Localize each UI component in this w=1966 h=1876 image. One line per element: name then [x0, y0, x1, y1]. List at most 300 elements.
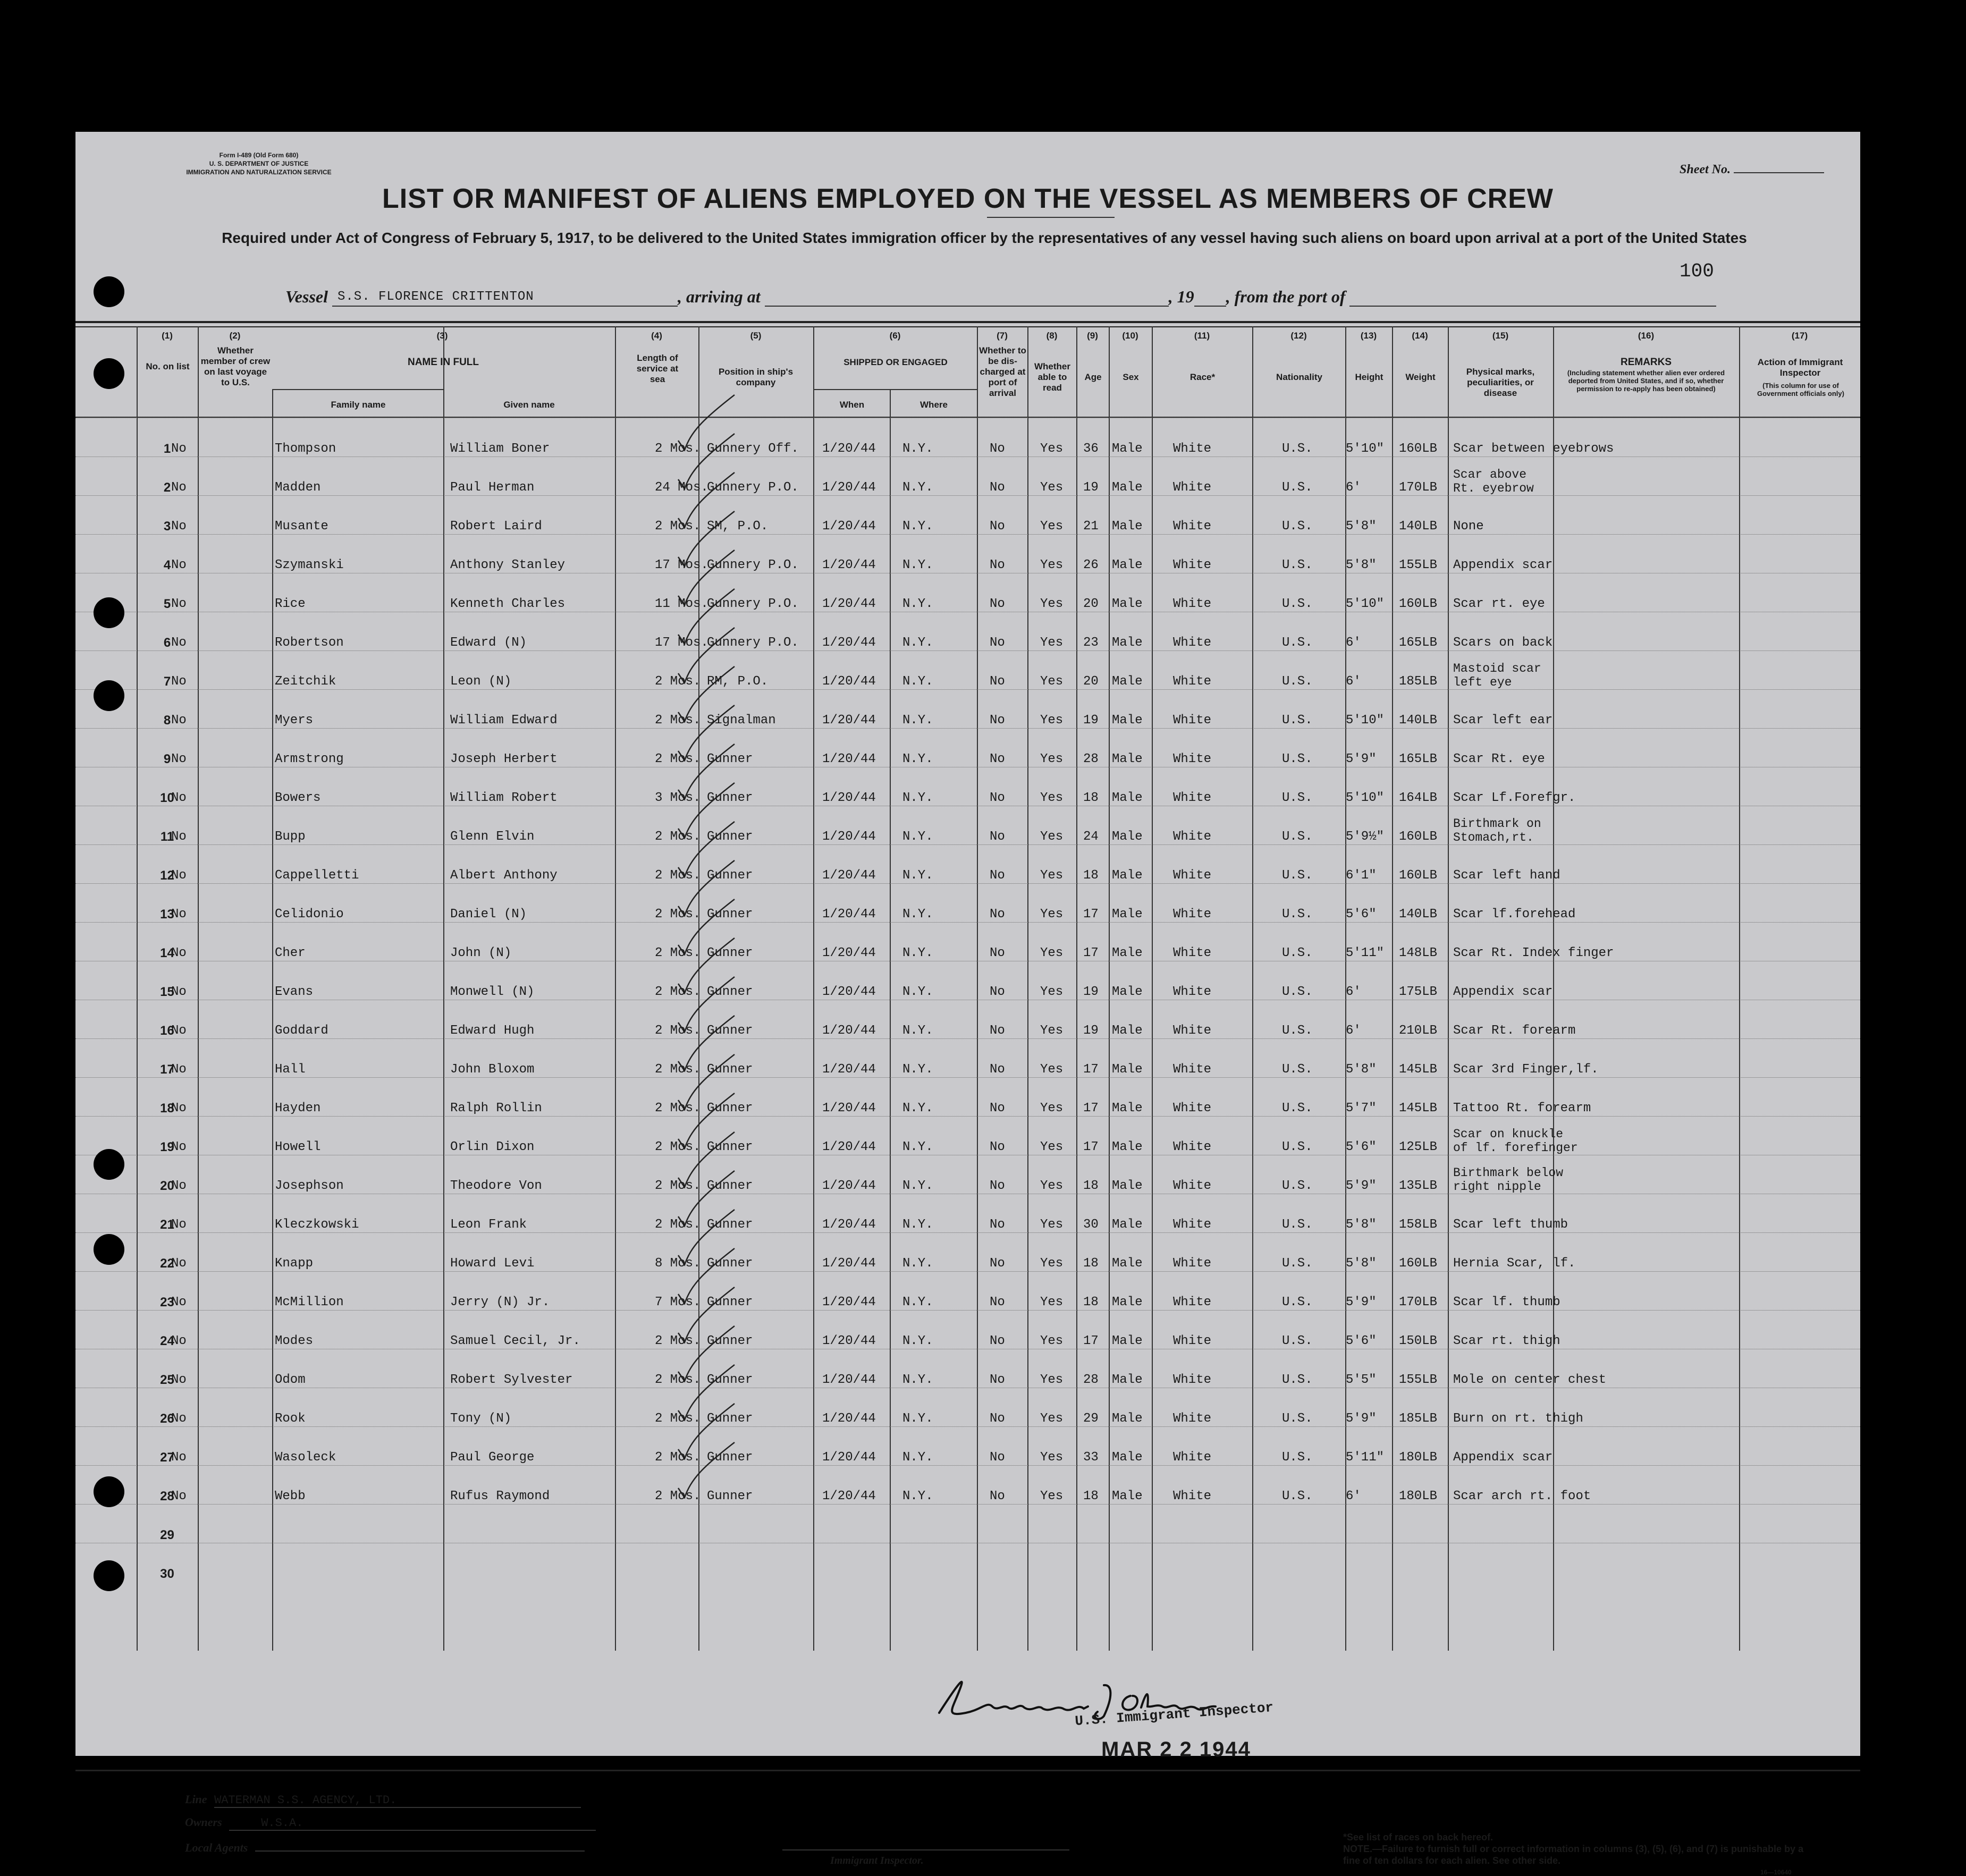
row-weight: 170LB [1399, 1295, 1438, 1309]
from-port-blank [1349, 290, 1716, 307]
row-weight: 158LB [1399, 1218, 1438, 1232]
row-last-voyage: No [171, 907, 187, 922]
row-last-voyage: No [171, 1412, 187, 1426]
row-physical-marks: None [1453, 519, 1484, 534]
row-height: 5'7" [1346, 1101, 1377, 1116]
row-height: 5'8" [1346, 1218, 1377, 1232]
signature-title: U.S. Immigrant Inspector [1074, 1699, 1275, 1730]
row-able-to-read: Yes [1040, 713, 1064, 728]
row-last-voyage: No [171, 946, 187, 960]
row-sex: Male [1112, 442, 1143, 456]
row-race: White [1173, 1062, 1212, 1077]
row-weight: 164LB [1399, 791, 1438, 805]
row-service-length: 2 Mos. [655, 1373, 701, 1387]
row-physical-marks: Scar 3rd Finger,lf. [1453, 1062, 1599, 1077]
vessel-line [285, 287, 1716, 307]
col-10-header: Sex [1123, 372, 1139, 382]
row-sex: Male [1112, 1218, 1143, 1232]
row-race: White [1173, 713, 1212, 728]
row-position: Gunnery P.O. [707, 636, 799, 650]
row-height: 5'8" [1346, 558, 1377, 572]
row-service-length: 2 Mos. [655, 519, 701, 534]
table-row [75, 1426, 1860, 1466]
row-shipped-when: 1/20/44 [822, 1218, 876, 1232]
row-sex: Male [1112, 946, 1143, 960]
page-title: LIST OR MANIFEST OF ALIENS EMPLOYED ON THE VESSEL AS MEMBERS OF CREW [382, 183, 1554, 214]
row-discharged: No [990, 752, 1005, 766]
row-discharged: No [990, 1179, 1005, 1193]
row-nationality: U.S. [1282, 791, 1313, 805]
row-height: 5'10" [1346, 791, 1385, 805]
row-number: 12 [160, 868, 174, 883]
col-1-number: (1) [162, 331, 173, 341]
row-service-length: 17 Mos. [655, 636, 708, 650]
row-able-to-read: Yes [1040, 791, 1064, 805]
row-shipped-where: N.Y. [902, 713, 933, 728]
row-given-name: Kenneth Charles [450, 597, 566, 611]
row-height: 5'9" [1346, 752, 1377, 766]
table-row [75, 689, 1860, 729]
row-last-voyage: No [171, 1373, 187, 1387]
row-height: 5'9½" [1346, 830, 1385, 844]
row-age: 28 [1083, 752, 1099, 766]
row-family-name: Cher [275, 946, 306, 960]
sheet-number-blank [1734, 163, 1824, 173]
row-given-name: Ralph Rollin [450, 1101, 542, 1116]
row-nationality: U.S. [1282, 1450, 1313, 1465]
row-service-length: 2 Mos. [655, 907, 701, 922]
row-race: White [1173, 1450, 1212, 1465]
row-shipped-when: 1/20/44 [822, 1334, 876, 1348]
given-name-header: Given name [503, 400, 555, 410]
row-family-name: Rook [275, 1412, 306, 1426]
col-12-number: (12) [1290, 331, 1307, 341]
service-name: IMMIGRATION AND NATURALIZATION SERVICE [186, 168, 332, 176]
col-14-number: (14) [1412, 331, 1428, 341]
row-family-name: Evans [275, 985, 314, 999]
row-physical-marks: Scar arch rt. foot [1453, 1489, 1591, 1503]
row-shipped-where: N.Y. [902, 1412, 933, 1426]
row-nationality: U.S. [1282, 1489, 1313, 1503]
row-race: White [1173, 1218, 1212, 1232]
row-given-name: William Edward [450, 713, 558, 728]
row-given-name: Albert Anthony [450, 868, 558, 883]
row-race: White [1173, 1334, 1212, 1348]
arriving-port-blank [765, 290, 1169, 307]
row-family-name: Modes [275, 1334, 314, 1348]
row-service-length: 2 Mos. [655, 1412, 701, 1426]
row-discharged: No [990, 1373, 1005, 1387]
row-position: Gunner [707, 1218, 753, 1232]
row-height: 6' [1346, 1024, 1361, 1038]
table-row [75, 1155, 1860, 1194]
row-shipped-when: 1/20/44 [822, 519, 876, 534]
table-row [75, 1194, 1860, 1233]
row-sex: Male [1112, 1295, 1143, 1309]
row-shipped-where: N.Y. [902, 907, 933, 922]
row-last-voyage: No [171, 1489, 187, 1503]
row-discharged: No [990, 985, 1005, 999]
row-shipped-where: N.Y. [902, 1101, 933, 1116]
row-height: 5'10" [1346, 597, 1385, 611]
row-given-name: Glenn Elvin [450, 830, 535, 844]
row-shipped-where: N.Y. [902, 558, 933, 572]
table-row [75, 534, 1860, 573]
row-sex: Male [1112, 597, 1143, 611]
row-given-name: Jerry (N) Jr. [450, 1295, 550, 1309]
row-given-name: William Robert [450, 791, 558, 805]
table-row [75, 1349, 1860, 1388]
row-discharged: No [990, 946, 1005, 960]
row-position: Gunner [707, 1062, 753, 1077]
row-able-to-read: Yes [1040, 1062, 1064, 1077]
row-number: 4 [163, 558, 171, 572]
agents-value [255, 1839, 585, 1852]
row-weight: 160LB [1399, 597, 1438, 611]
row-shipped-where: N.Y. [902, 1179, 933, 1193]
row-family-name: Szymanski [275, 558, 344, 572]
row-number: 7 [163, 674, 171, 689]
table-row [75, 767, 1860, 806]
row-weight: 165LB [1399, 636, 1438, 650]
row-discharged: No [990, 1412, 1005, 1426]
row-sex: Male [1112, 907, 1143, 922]
table-row [75, 922, 1860, 961]
col-15-header: Physical marks, peculiarities, or disease [1466, 367, 1535, 398]
row-race: White [1173, 791, 1212, 805]
col-5-header: Position in ship's company [718, 367, 794, 387]
row-position: Gunnery P.O. [707, 480, 799, 495]
col-9-number: (9) [1087, 331, 1098, 341]
col-4-header: Length of service at sea [636, 353, 679, 384]
row-age: 33 [1083, 1450, 1099, 1465]
row-nationality: U.S. [1282, 946, 1313, 960]
row-weight: 160LB [1399, 830, 1438, 844]
row-height: 5'9" [1346, 1179, 1377, 1193]
row-number: 9 [163, 752, 171, 766]
row-position: Gunner [707, 1412, 753, 1426]
row-weight: 135LB [1399, 1179, 1438, 1193]
row-last-voyage: No [171, 1140, 187, 1154]
row-sex: Male [1112, 558, 1143, 572]
row-discharged: No [990, 1062, 1005, 1077]
row-height: 5'6" [1346, 1334, 1377, 1348]
row-given-name: Daniel (N) [450, 907, 527, 922]
row-age: 17 [1083, 946, 1099, 960]
row-given-name: Paul George [450, 1450, 535, 1465]
row-discharged: No [990, 519, 1005, 534]
row-age: 19 [1083, 985, 1099, 999]
row-race: White [1173, 1373, 1212, 1387]
row-able-to-read: Yes [1040, 1489, 1064, 1503]
row-family-name: Wasoleck [275, 1450, 336, 1465]
row-age: 21 [1083, 519, 1099, 534]
row-service-length: 2 Mos. [655, 1062, 701, 1077]
row-shipped-where: N.Y. [902, 1140, 933, 1154]
row-age: 20 [1083, 597, 1099, 611]
row-sex: Male [1112, 1101, 1143, 1116]
crew-table [75, 326, 1860, 1651]
row-race: White [1173, 674, 1212, 689]
owners-label: Owners [185, 1815, 222, 1829]
row-physical-marks: Scars on back [1453, 636, 1553, 650]
row-service-length: 2 Mos. [655, 1140, 701, 1154]
row-number: 8 [163, 713, 171, 728]
row-weight: 150LB [1399, 1334, 1438, 1348]
row-physical-marks: Scar lf.forehead [1453, 907, 1576, 922]
name-subheader-rule [272, 389, 443, 390]
row-number: 28 [160, 1489, 174, 1503]
row-number: 26 [160, 1412, 174, 1426]
row-race: White [1173, 519, 1212, 534]
row-last-voyage: No [171, 1024, 187, 1038]
row-number: 29 [160, 1528, 174, 1542]
row-number: 22 [160, 1256, 174, 1271]
row-race: White [1173, 1101, 1212, 1116]
row-shipped-when: 1/20/44 [822, 1450, 876, 1465]
title-underline [987, 217, 1115, 218]
row-able-to-read: Yes [1040, 830, 1064, 844]
row-discharged: No [990, 1140, 1005, 1154]
vessel-name: S.S. FLORENCE CRITTENTON [332, 290, 678, 307]
row-position: Gunner [707, 1101, 753, 1116]
agents-field [185, 1839, 585, 1855]
row-service-length: 2 Mos. [655, 1101, 701, 1116]
row-service-length: 2 Mos. [655, 1024, 701, 1038]
row-weight: 145LB [1399, 1101, 1438, 1116]
row-service-length: 3 Mos. [655, 791, 701, 805]
table-row [75, 573, 1860, 612]
row-nationality: U.S. [1282, 985, 1313, 999]
row-last-voyage: No [171, 1295, 187, 1309]
row-age: 17 [1083, 907, 1099, 922]
col-3-number: (3) [436, 331, 448, 341]
row-shipped-when: 1/20/44 [822, 1140, 876, 1154]
row-nationality: U.S. [1282, 713, 1313, 728]
shipped-subheader-rule [813, 389, 977, 390]
row-height: 5'8" [1346, 1256, 1377, 1271]
table-row [75, 1543, 1860, 1582]
owners-field [185, 1815, 596, 1831]
row-race: White [1173, 830, 1212, 844]
row-age: 29 [1083, 1412, 1099, 1426]
table-row [75, 1116, 1860, 1155]
row-physical-marks: Hernia Scar, lf. [1453, 1256, 1576, 1271]
row-last-voyage: No [171, 674, 187, 689]
row-sex: Male [1112, 713, 1143, 728]
row-discharged: No [990, 713, 1005, 728]
row-physical-marks: Scar rt. thigh [1453, 1334, 1560, 1348]
row-number: 24 [160, 1334, 174, 1348]
col-7-number: (7) [997, 331, 1008, 341]
table-row [75, 1504, 1860, 1543]
row-number: 1 [163, 442, 171, 456]
row-able-to-read: Yes [1040, 1450, 1064, 1465]
row-height: 6' [1346, 985, 1361, 999]
row-family-name: Kleczkowski [275, 1218, 359, 1232]
row-nationality: U.S. [1282, 1101, 1313, 1116]
row-family-name: Bupp [275, 830, 306, 844]
col-2-number: (2) [229, 331, 241, 341]
row-height: 6' [1346, 1489, 1361, 1503]
row-shipped-where: N.Y. [902, 791, 933, 805]
row-position: Gunner [707, 1450, 753, 1465]
row-weight: 140LB [1399, 907, 1438, 922]
row-discharged: No [990, 1218, 1005, 1232]
row-discharged: No [990, 442, 1005, 456]
row-nationality: U.S. [1282, 636, 1313, 650]
row-position: SM, P.O. [707, 519, 769, 534]
row-shipped-where: N.Y. [902, 1450, 933, 1465]
row-nationality: U.S. [1282, 1412, 1313, 1426]
page-subtitle: Required under Act of Congress of February 5, 1917, to be delivered to the United States immigration officer by the representatives of any vessel having such aliens on board upon arrival at a port of the United States [222, 230, 1747, 246]
row-height: 5'8" [1346, 519, 1377, 534]
row-discharged: No [990, 1101, 1005, 1116]
row-physical-marks: Scar Rt. forearm [1453, 1024, 1576, 1038]
col-12-header: Nationality [1276, 372, 1322, 382]
row-height: 5'6" [1346, 1140, 1377, 1154]
row-family-name: Cappelletti [275, 868, 359, 883]
row-given-name: Edward (N) [450, 636, 527, 650]
row-sex: Male [1112, 636, 1143, 650]
row-number: 18 [160, 1101, 174, 1116]
table-row [75, 844, 1860, 884]
row-position: Gunner [707, 1295, 753, 1309]
row-family-name: McMillion [275, 1295, 344, 1309]
row-position: Gunner [707, 1179, 753, 1193]
row-physical-marks: Scar Lf.Forefgr. [1453, 791, 1576, 805]
row-shipped-when: 1/20/44 [822, 830, 876, 844]
row-shipped-when: 1/20/44 [822, 1295, 876, 1309]
row-discharged: No [990, 597, 1005, 611]
row-shipped-where: N.Y. [902, 674, 933, 689]
row-position: Gunnery P.O. [707, 597, 799, 611]
row-sex: Male [1112, 1140, 1143, 1154]
table-row [75, 883, 1860, 923]
row-shipped-where: N.Y. [902, 946, 933, 960]
row-able-to-read: Yes [1040, 1295, 1064, 1309]
row-sex: Male [1112, 1373, 1143, 1387]
row-weight: 180LB [1399, 1489, 1438, 1503]
row-given-name: Orlin Dixon [450, 1140, 535, 1154]
binder-hole [94, 276, 124, 307]
row-nationality: U.S. [1282, 1256, 1313, 1271]
row-family-name: Odom [275, 1373, 306, 1387]
row-weight: 148LB [1399, 946, 1438, 960]
table-row [75, 961, 1860, 1000]
row-number: 19 [160, 1140, 174, 1154]
row-discharged: No [990, 1334, 1005, 1348]
binder-hole [94, 597, 124, 628]
footer-top-rule [75, 1770, 1860, 1771]
row-given-name: John (N) [450, 946, 512, 960]
row-discharged: No [990, 674, 1005, 689]
row-service-length: 2 Mos. [655, 1334, 701, 1348]
row-weight: 155LB [1399, 558, 1438, 572]
row-given-name: Leon (N) [450, 674, 512, 689]
col-6-number: (6) [889, 331, 901, 341]
row-height: 6' [1346, 674, 1361, 689]
row-shipped-where: N.Y. [902, 868, 933, 883]
row-age: 18 [1083, 1256, 1099, 1271]
row-given-name: Edward Hugh [450, 1024, 535, 1038]
row-nationality: U.S. [1282, 1024, 1313, 1038]
table-top-rule [75, 321, 1860, 323]
row-age: 19 [1083, 480, 1099, 495]
row-service-length: 2 Mos. [655, 442, 701, 456]
row-height: 5'6" [1346, 907, 1377, 922]
row-weight: 185LB [1399, 1412, 1438, 1426]
row-shipped-when: 1/20/44 [822, 752, 876, 766]
row-age: 28 [1083, 1373, 1099, 1387]
row-service-length: 2 Mos. [655, 674, 701, 689]
row-nationality: U.S. [1282, 597, 1313, 611]
row-shipped-when: 1/20/44 [822, 1373, 876, 1387]
row-nationality: U.S. [1282, 752, 1313, 766]
row-nationality: U.S. [1282, 868, 1313, 883]
row-shipped-where: N.Y. [902, 519, 933, 534]
row-number: 10 [160, 791, 174, 805]
row-able-to-read: Yes [1040, 558, 1064, 572]
row-last-voyage: No [171, 1450, 187, 1465]
row-family-name: Robertson [275, 636, 344, 650]
row-given-name: Tony (N) [450, 1412, 512, 1426]
row-position: Gunner [707, 1024, 753, 1038]
row-able-to-read: Yes [1040, 597, 1064, 611]
row-given-name: Robert Sylvester [450, 1373, 573, 1387]
row-able-to-read: Yes [1040, 480, 1064, 495]
row-shipped-where: N.Y. [902, 985, 933, 999]
row-height: 5'9" [1346, 1295, 1377, 1309]
row-shipped-when: 1/20/44 [822, 636, 876, 650]
col-10-number: (10) [1122, 331, 1138, 341]
row-race: White [1173, 1295, 1212, 1309]
row-able-to-read: Yes [1040, 1179, 1064, 1193]
row-family-name: Thompson [275, 442, 336, 456]
row-last-voyage: No [171, 1218, 187, 1232]
row-height: 5'5" [1346, 1373, 1377, 1387]
line-field [185, 1793, 581, 1808]
row-able-to-read: Yes [1040, 636, 1064, 650]
row-race: White [1173, 1140, 1212, 1154]
row-age: 17 [1083, 1334, 1099, 1348]
row-able-to-read: Yes [1040, 946, 1064, 960]
row-height: 5'11" [1346, 1450, 1385, 1465]
table-row [75, 495, 1860, 535]
row-last-voyage: No [171, 597, 187, 611]
row-given-name: Monwell (N) [450, 985, 535, 999]
row-last-voyage: No [171, 480, 187, 495]
row-number: 23 [160, 1295, 174, 1309]
row-number: 6 [163, 636, 171, 650]
row-age: 18 [1083, 1489, 1099, 1503]
row-nationality: U.S. [1282, 830, 1313, 844]
row-position: Gunner [707, 1140, 753, 1154]
footnotes [1343, 1831, 1821, 1866]
row-race: White [1173, 752, 1212, 766]
row-sex: Male [1112, 1450, 1143, 1465]
row-physical-marks: Scar lf. thumb [1453, 1295, 1560, 1309]
row-physical-marks: Birthmark below right nipple [1453, 1166, 1564, 1194]
row-given-name: Robert Laird [450, 519, 542, 534]
row-physical-marks: Appendix scar [1453, 1450, 1553, 1465]
row-last-voyage: No [171, 752, 187, 766]
row-physical-marks: Scar on knuckle of lf. forefinger [1453, 1127, 1578, 1155]
row-able-to-read: Yes [1040, 442, 1064, 456]
binder-hole [94, 1149, 124, 1180]
row-shipped-where: N.Y. [902, 442, 933, 456]
row-physical-marks: Scar rt. eye [1453, 597, 1545, 611]
